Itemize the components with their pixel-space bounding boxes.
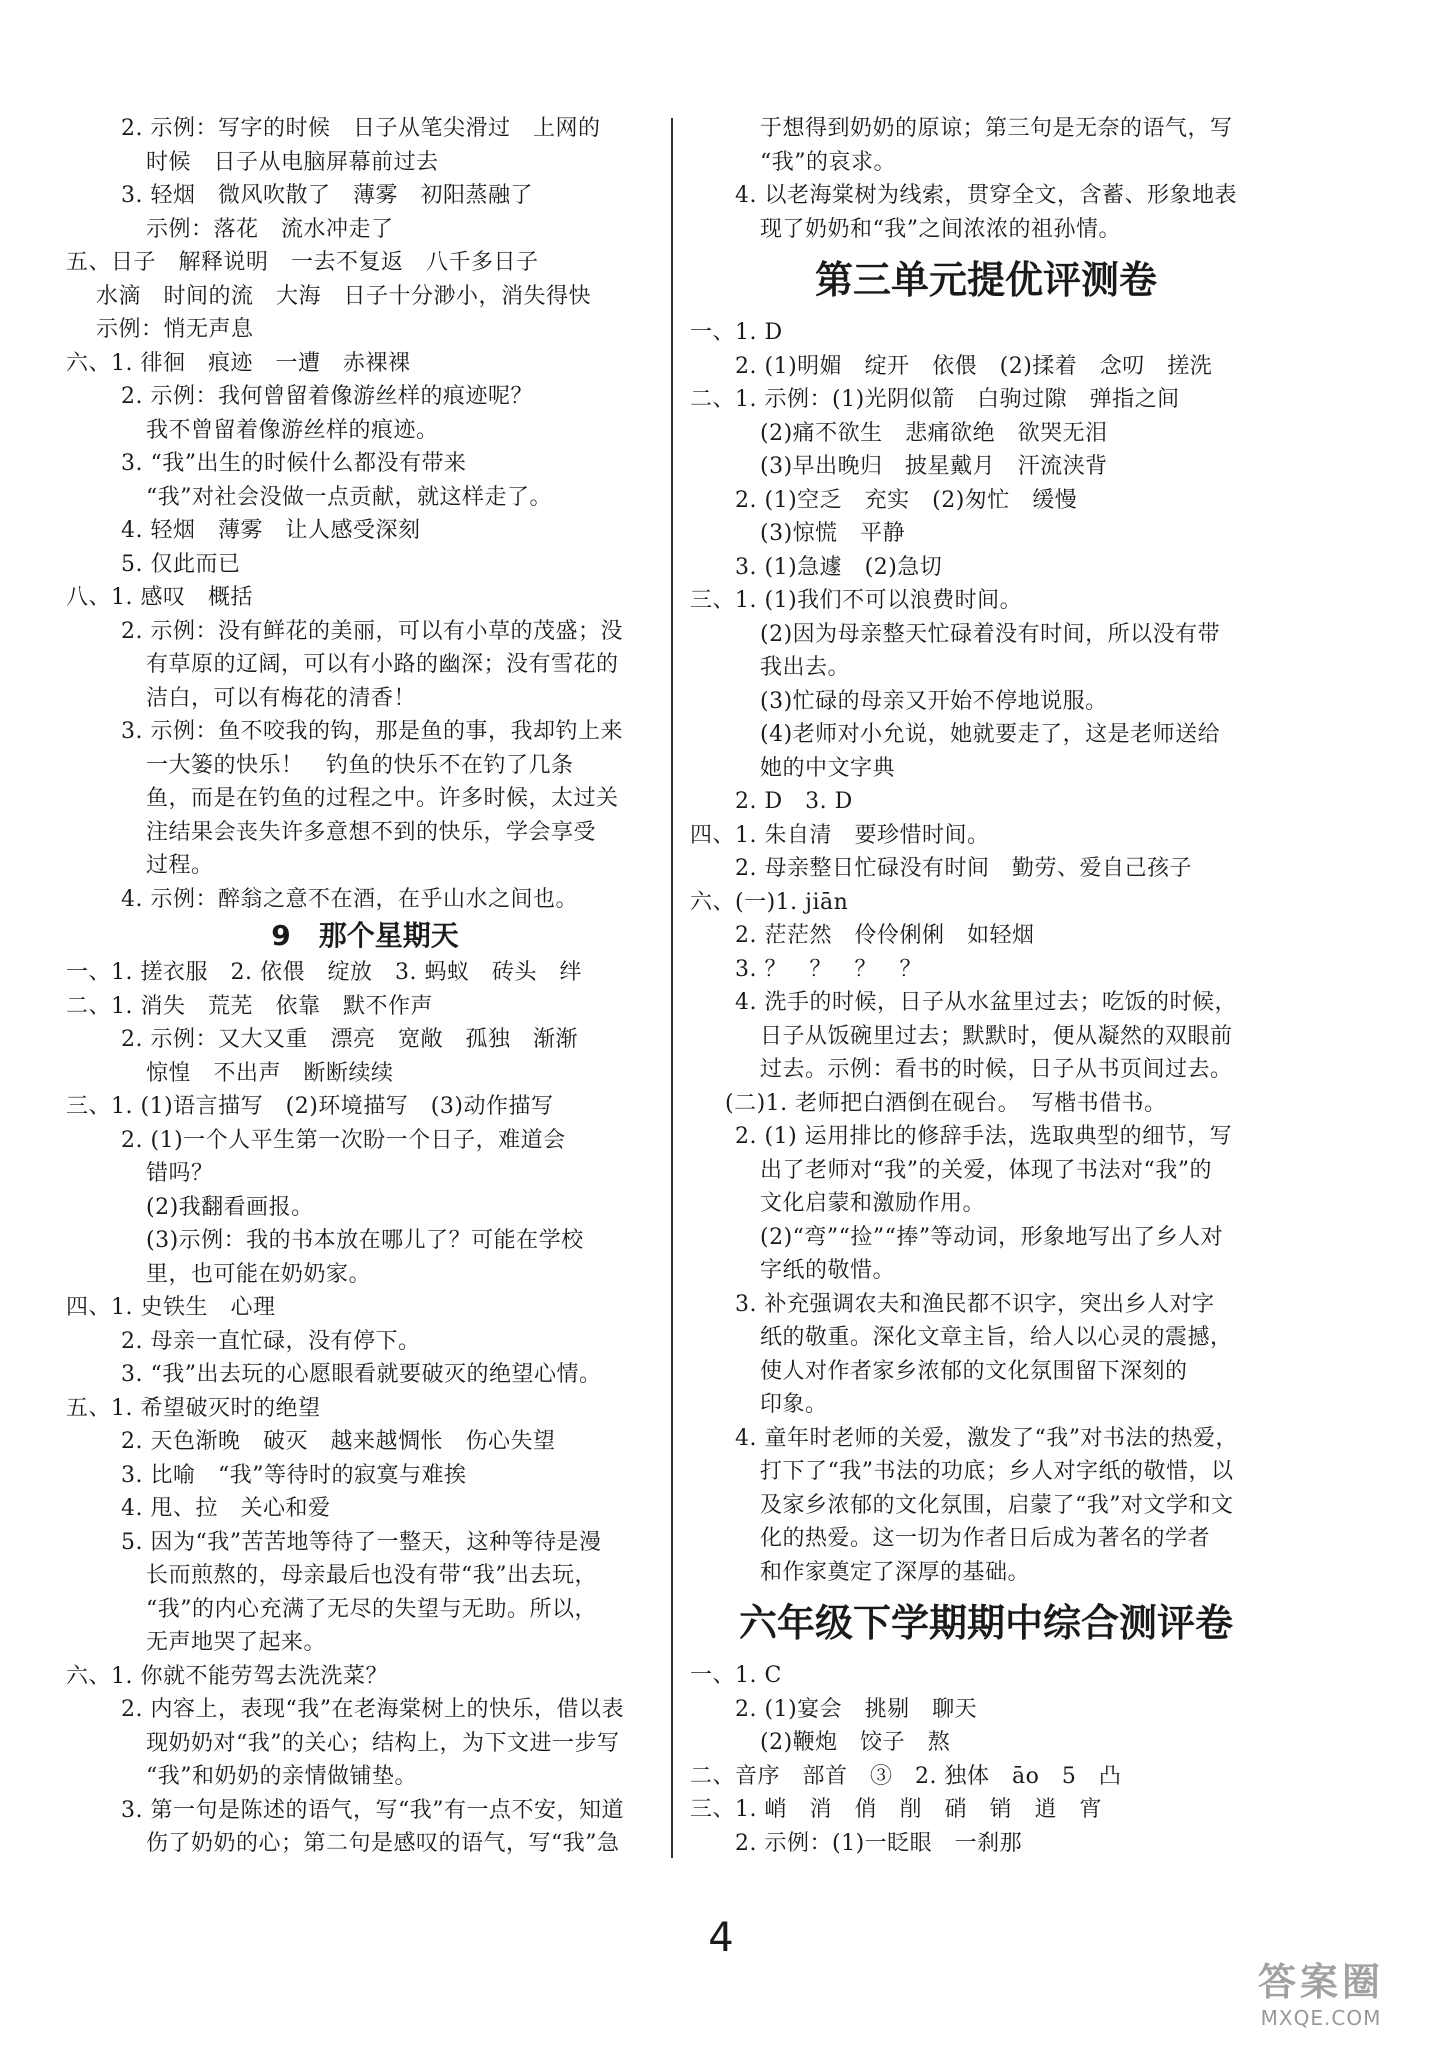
- answer-line: 2. D 3. D: [735, 789, 853, 814]
- answer-line: 4. 甩、拉 关心和爱: [121, 1496, 331, 1521]
- answer-line: 2. 示例：又大又重 漂亮 宽敞 孤独 渐渐: [121, 1027, 578, 1052]
- answer-line: 时候 日子从电脑屏幕前过去: [146, 149, 439, 175]
- answer-line: 有草原的辽阔，可以有小路的幽深；没有雪花的: [146, 652, 619, 677]
- answer-line: 我出去。: [760, 655, 851, 680]
- answer-line: 3. 比喻 “我”等待时的寂寞与难挨: [121, 1462, 467, 1488]
- answer-line: 2. 示例：我何曾留着像游丝样的痕迹呢？: [121, 384, 533, 409]
- answer-line: 字纸的敬惜。: [760, 1258, 896, 1283]
- answer-line: (二)1. 老师把白酒倒在砚台。 写楷书借书。: [725, 1090, 1167, 1116]
- answer-line: 六、(一)1. jiān: [690, 889, 849, 915]
- right-column: [690, 112, 1282, 1860]
- answer-line: 洁白，可以有梅花的清香！: [146, 685, 417, 711]
- answer-line: 现奶奶对“我”的关心；结构上，为下文进一步写: [146, 1730, 620, 1756]
- answer-line: (3)忙碌的母亲又开始不停地说服。: [760, 688, 1108, 714]
- answer-line: 鱼，而是在钓鱼的过程之中。许多时候，太过关: [146, 786, 619, 811]
- answer-line: (2)我翻看画报。: [146, 1194, 314, 1220]
- answer-line: 和作家奠定了深厚的基础。: [760, 1559, 1031, 1585]
- answer-line: 里，也可能在奶奶家。: [146, 1261, 372, 1287]
- answer-line: 示例：落花 流水冲走了: [146, 216, 394, 242]
- answer-line: 错吗？: [146, 1161, 214, 1186]
- answer-line: 一、1. D: [690, 320, 783, 345]
- watermark-logo: [1236, 1951, 1406, 2031]
- section-heading: 六年级下学期期中综合测评卷: [738, 1601, 1233, 1645]
- answer-line: 2. 内容上，表现“我”在老海棠树上的快乐，借以表: [121, 1697, 624, 1722]
- answer-line: 2. 母亲一直忙碌，没有停下。: [121, 1328, 421, 1354]
- left-column: [66, 112, 664, 1861]
- answer-line: 一大篓的快乐！ 钓鱼的快乐不在钓了几条: [146, 752, 574, 778]
- answer-line: “我”对社会没做一点贡献，就这样走了。: [146, 484, 552, 510]
- answer-line: 印象。: [760, 1392, 828, 1417]
- answer-line: 及家乡浓郁的文化氛围，启蒙了“我”对文学和文: [760, 1492, 1234, 1518]
- answer-line: 5. 仅此而已: [121, 551, 241, 577]
- answer-line: 2. 茫茫然 伶伶俐俐 如轻烟: [735, 923, 1035, 948]
- answer-line: 2. 天色渐晚 破灭 越来越惆怅 伤心失望: [121, 1429, 556, 1454]
- answer-line: 三、1. (1)语言描写 (2)环境描写 (3)动作描写: [66, 1094, 554, 1119]
- answer-line: 现了奶奶和“我”之间浓浓的祖孙情。: [760, 216, 1121, 242]
- answer-line: 一、1. 搓衣服 2. 依偎 绽放 3. 蚂蚁 砖头 绊: [66, 960, 582, 985]
- answer-line: 四、1. 朱自清 要珍惜时间。: [690, 822, 990, 848]
- answer-line: 3. “我”出去玩的心愿眼看就要破灭的绝望心情。: [121, 1362, 602, 1387]
- answer-line: (2)因为母亲整天忙碌着没有时间，所以没有带: [760, 621, 1221, 647]
- column-divider: [671, 118, 673, 1858]
- answer-line: 3. ？ ？ ？ ？: [735, 956, 922, 982]
- answer-line: 三、1. 峭 消 俏 削 硝 销 逍 宵: [690, 1797, 1102, 1822]
- answer-line: 过程。: [146, 853, 214, 878]
- answer-line: 4. 洗手的时候，日子从水盆里过去；吃饭的时候，: [735, 990, 1237, 1015]
- answer-line: (2)鞭炮 饺子 熬: [760, 1730, 951, 1755]
- answer-line: 3. 示例：鱼不咬我的钩，那是鱼的事，我却钓上来: [121, 719, 623, 744]
- answer-line: (2)痛不欲生 悲痛欲绝 欲哭无泪: [760, 420, 1108, 446]
- answer-line: 3. 轻烟 微风吹散了 薄雾 初阳蒸融了: [121, 183, 533, 208]
- answer-line: 2. 示例：(1)一眨眼 一刹那: [735, 1830, 1023, 1856]
- section-heading: 第三单元提优评测卷: [814, 258, 1157, 302]
- answer-line: 三、1. (1)我们不可以浪费时间。: [690, 588, 1023, 613]
- answer-line: 4. 轻烟 薄雾 让人感受深刻: [121, 518, 421, 543]
- answer-line: 3. “我”出生的时候什么都没有带来: [121, 451, 467, 476]
- answer-line: 四、1. 史铁生 心理: [66, 1295, 276, 1320]
- answer-line: 惊惶 不出声 断断续续: [146, 1060, 394, 1086]
- answer-line: 一、1. C: [690, 1663, 782, 1688]
- answer-line: 过去。示例：看书的时候，日子从书页间过去。: [760, 1057, 1233, 1082]
- answer-line: 示例：悄无声息: [96, 317, 254, 342]
- answer-line: 我不曾留着像游丝样的痕迹。: [146, 417, 439, 443]
- page-number: 4: [708, 1915, 734, 1961]
- answer-line: 2. (1)宴会 挑剔 聊天: [735, 1696, 978, 1722]
- answer-line: 长而煎熬的，母亲最后也没有带“我”出去玩，: [146, 1563, 597, 1588]
- answer-line: 2. (1)一个人平生第一次盼一个日子，难道会: [121, 1127, 566, 1153]
- answer-line: 5. 因为“我”苦苦地等待了一整天，这种等待是漫: [121, 1529, 602, 1555]
- answer-line: 纸的敬重。深化文章主旨，给人以心灵的震撼，: [760, 1325, 1233, 1350]
- answer-line: “我”和奶奶的亲情做铺垫。: [146, 1764, 417, 1789]
- answer-line: 六、1. 徘徊 痕迹 一遭 赤裸裸: [66, 350, 411, 376]
- answer-line: 她的中文字典: [760, 755, 896, 781]
- answer-line: 3. 第一句是陈述的语气，写“我”有一点不安，知道: [121, 1797, 624, 1823]
- answer-line: 4. 童年时老师的关爱，激发了“我”对书法的热爱，: [735, 1425, 1238, 1451]
- answer-line: 无声地哭了起来。: [146, 1630, 327, 1655]
- answer-line: 4. 以老海棠树为线索，贯穿全文，含蓄、形象地表: [735, 183, 1237, 208]
- answer-line: 4. 示例：醉翁之意不在酒，在乎山水之间也。: [121, 886, 578, 912]
- answer-line: 3. 补充强调农夫和渔民都不识字，突出乡人对字: [735, 1291, 1215, 1317]
- answer-line: 五、日子 解释说明 一去不复返 八千多日子: [66, 250, 539, 275]
- answer-line: (3)惊慌 平静: [760, 521, 906, 546]
- answer-line: 五、1. 希望破灭时的绝望: [66, 1395, 321, 1421]
- lesson-heading: 9 那个星期天: [271, 919, 459, 952]
- answer-line: 二、1. 示例：(1)光阴似箭 白驹过隙 弹指之间: [690, 387, 1180, 412]
- answer-line: 2. (1) 运用排比的修辞手法，选取典型的细节，写: [735, 1124, 1233, 1149]
- answer-line: (3)早出晚归 披星戴月 汗流浃背: [760, 454, 1108, 479]
- answer-line: 六、1. 你就不能劳驾去洗洗菜？: [66, 1663, 388, 1689]
- answer-line: 注结果会丧失许多意想不到的快乐，学会享受: [146, 819, 597, 845]
- answer-line: 打下了“我”书法的功底；乡人对字纸的敬惜，以: [760, 1459, 1234, 1484]
- watermark-site: MXQE.COM: [1260, 2006, 1382, 2030]
- answer-line: 2. (1)明媚 绽开 依偎 (2)揉着 念叨 搓洗: [735, 353, 1213, 379]
- answer-line: 八、1. 感叹 概括: [66, 585, 253, 610]
- answer-line: 化的热爱。这一切为作者日后成为著名的学者: [760, 1526, 1211, 1551]
- answer-line: 二、1. 消失 荒芜 依靠 默不作声: [66, 993, 433, 1019]
- answer-line: 2. (1)空乏 充实 (2)匆忙 缓慢: [735, 487, 1078, 513]
- answer-line: 伤了奶奶的心；第二句是感叹的语气，写“我”急: [146, 1831, 620, 1856]
- answer-line: 文化启蒙和激励作用。: [760, 1191, 986, 1216]
- answer-line: 3. (1)急遽 (2)急切: [735, 554, 943, 580]
- answer-line: 水滴 时间的流 大海 日子十分渺小，消失得快: [96, 283, 592, 309]
- answer-line: (2)“弯”“捡”“捧”等动词，形象地写出了乡人对: [760, 1224, 1224, 1250]
- answer-line: 日子从饭碗里过去；默默时，便从凝然的双眼前: [760, 1023, 1233, 1049]
- watermark-logo-text: 答案圈: [1257, 1960, 1384, 2004]
- answer-line: 2. 示例：没有鲜花的美丽，可以有小草的茂盛；没: [121, 618, 623, 644]
- answer-line: 二、音序 部首 ③ 2. 独体 āo 5 凸: [690, 1763, 1122, 1789]
- answer-line: 2. 母亲整日忙碌没有时间 勤劳、爱自己孩子: [735, 856, 1192, 881]
- answer-line: 于想得到奶奶的原谅；第三句是无奈的语气，写: [760, 116, 1233, 141]
- answer-line: “我”的内心充满了无尽的失望与无助。所以，: [146, 1596, 597, 1622]
- answer-line: “我”的哀求。: [760, 149, 896, 175]
- answer-line: 2. 示例：写字的时候 日子从笔尖滑过 上网的: [121, 116, 601, 141]
- answer-line: 出了老师对“我”的关爱，体现了书法对“我”的: [760, 1157, 1212, 1183]
- answer-line: (4)老师对小允说，她就要走了，这是老师送给: [760, 722, 1221, 747]
- answer-line: (3)示例：我的书本放在哪儿了？可能在学校: [146, 1228, 584, 1253]
- answer-line: 使人对作者家乡浓郁的文化氛围留下深刻的: [760, 1358, 1188, 1384]
